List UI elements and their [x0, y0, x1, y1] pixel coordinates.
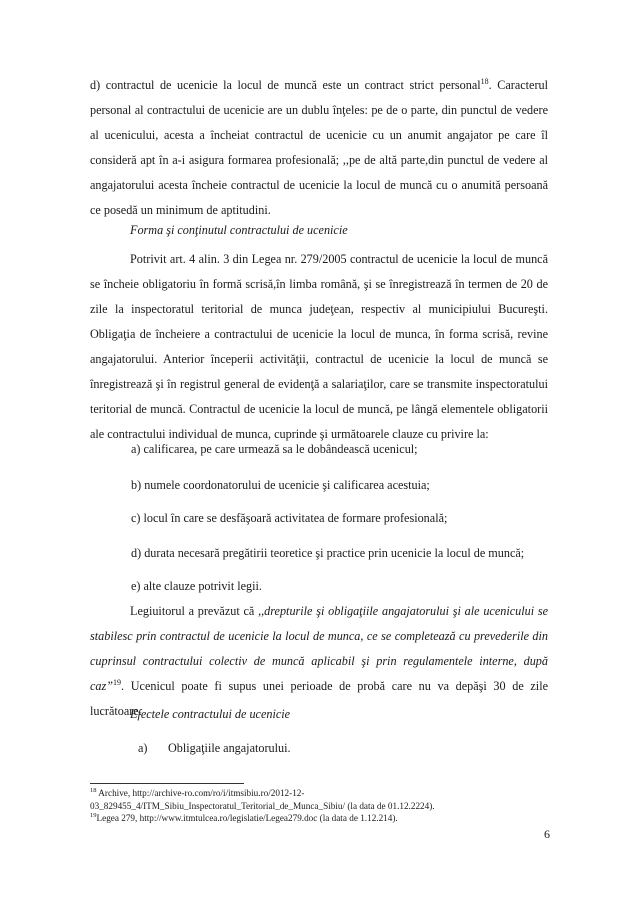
footnote-link-line2[interactable]: 03_829455_4/ITM_Sibiu_Inspectoratul_Teritorial_de_Munca_Sibiu/ (la data de 01.12.2224). — [90, 800, 435, 811]
paragraph-tail: . Ucenicul poate fi supus unei perioade de probă care nu va depăşi 30 de zile lucrătoare. — [90, 679, 548, 718]
footnote-number: 19 — [90, 811, 97, 819]
sub-heading-letter: a) — [138, 741, 148, 755]
paragraph-text: d) contractul de ucenicie la locul de muncă este un contract strict personal — [90, 78, 481, 92]
list-item-a: a) calificarea, pe care urmează sa le dobândească ucenicul; — [131, 442, 418, 456]
footnote-19 — [90, 812, 560, 825]
footnote-18 — [90, 787, 560, 812]
section-heading-effects: Efectele contractului de ucenicie — [130, 707, 291, 721]
footnote-link-line1[interactable]: Archive, http://archive-ro.com/ro/i/itmsibiu.ro/2012-12- — [98, 788, 305, 798]
paragraph-legal-form: Potrivit art. 4 alin. 3 din Legea nr. 279/2005 contractul de ucenicie la locul de muncă se încheie obligatoriu în formă scrisă,în limba română, şi se înregistrează în termen de 20 de zile la inspectoratul teritorial de munca judeţean, respectiv al municipiului Bucureşti. Obligaţia de încheiere a contractului de ucenicie la locul de munca, în forma scrisă, revine angajatorului. Anterior începerii activităţii, contractul de ucenicie la locul de muncă se înregistrează şi în registrul general de evidenţă a salariaţilor, care se transmite inspectoratului teritorial de muncă. Contractul de ucenicie la locul de muncă, pe lângă elementele obligatorii ale contractului individual de munca, cuprinde şi următoarele clauze cu privire la: — [90, 252, 548, 441]
list-item-b: b) numele coordonatorului de ucenicie şi calificarea acestuia; — [131, 478, 430, 492]
paragraph-lead: Legiuitorul a prevăzut că — [130, 604, 259, 618]
paragraph-text-continued: . Caracterul personal al contractului de ucenicie are un dublu înţeles: pe de o parte, din punctul de vedere al ucenicului, acesta a încheiat contractul de ucenicie cu un anumit angajator pe care îl consideră apt în a-i asigura formarea profesională; ,,pe de altă parte,din punctul de vedere al angajatorului acesta încheie contractul de ucenicie la locul de muncă cu o anumită persoană ce posedă un minimum de aptitudini. — [90, 78, 549, 217]
footnote-text[interactable]: Legea 279, http://www.itmtulcea.ro/legislatie/Legea279.doc (la data de 1.12.214). — [96, 813, 398, 823]
section-heading-form-content: Forma şi conţinutul contractului de ucenicie — [130, 223, 348, 237]
paragraph-personal-character — [90, 73, 548, 223]
list-item-e: e) alte clauze potrivit legii. — [131, 579, 262, 593]
footnote-ref-18[interactable]: 18 — [480, 76, 489, 86]
list-item-c: c) locul în care se desfăşoară activitatea de formare profesională; — [131, 511, 448, 525]
list-item-d: d) durata necesară pregătirii teoretice şi practice prin ucenicie la locul de muncă; — [131, 546, 525, 560]
page-number: 6 — [544, 827, 550, 841]
footnote-number: 18 — [90, 786, 97, 794]
legal-quote: ,,drepturile şi obligaţiile angajatorului şi ale ucenicului se stabilesc prin contractul de ucenicie la locul de munca, ce se completează cu prevederile din cuprinsul contractului colectiv de muncă aplicabil şi prin regulamentele interne, după caz” — [90, 604, 549, 693]
sub-heading-title: Obligaţiile angajatorului. — [168, 741, 291, 755]
footnote-ref-19[interactable]: 19 — [113, 677, 122, 687]
footnote-separator — [90, 783, 244, 784]
